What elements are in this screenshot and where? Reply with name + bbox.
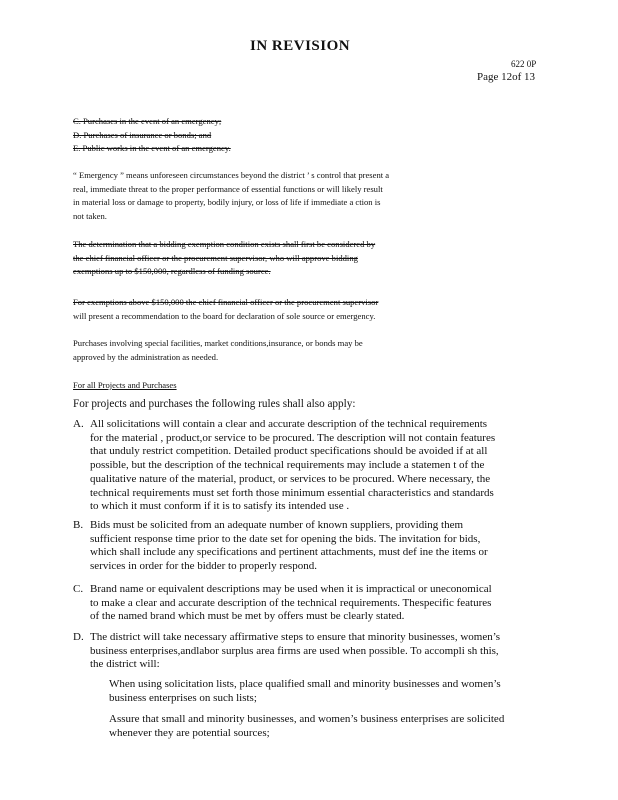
rules-intro: For projects and purchases the following rules shall also apply: bbox=[73, 398, 356, 410]
item-a-line-1: All solicitations will contain a clear and accurate description of the technical requirements bbox=[90, 418, 488, 430]
item-a-line-5: qualitative nature of the material, product, or services to be procured. Where necessary, the bbox=[90, 472, 491, 485]
page-number: Page 12of 13 bbox=[477, 71, 536, 83]
bullet-1-line-2: business enterprises on such lists; bbox=[109, 691, 257, 704]
determination-line-1: The determination that a bidding exemption condition exists shall first be considered by bbox=[73, 239, 376, 249]
bullet-text bbox=[109, 678, 539, 705]
exemptions-line-1: For exemptions above $150,000 the chief financial officer or the procurement supervisor bbox=[73, 297, 379, 307]
policy-code: 622 0P bbox=[511, 59, 537, 69]
item-text bbox=[90, 418, 540, 514]
item-c-line-1: Brand name or equivalent descriptions may be used when it is impractical or uneconomical bbox=[90, 583, 492, 595]
item-label: A. bbox=[73, 418, 84, 430]
exemptions-line-2: will present a recommendation to the board for declaration of sole source or emergency. bbox=[73, 310, 376, 321]
item-a-line-7: to which it must conform if it is to satisfy its intended use . bbox=[90, 500, 350, 513]
item-d-line-3: the district will: bbox=[90, 658, 160, 671]
special-line-1: Purchases involving special facilities, market conditions,insurance, or bonds may be bbox=[73, 338, 363, 348]
emergency-line-2: real, immediate threat to the proper performance of essential functions or will likely result bbox=[73, 183, 383, 194]
emergency-definition bbox=[73, 169, 389, 223]
item-label: D. bbox=[73, 631, 84, 643]
struck-item-c: C. Purchases in the event of an emergency; bbox=[73, 116, 222, 126]
item-b-line-1: Bids must be solicited from an adequate number of known suppliers, providing them bbox=[90, 519, 464, 531]
item-a-line-4: possible, but the description of the technical requirements may include a statemen t of the bbox=[90, 459, 485, 472]
determination-paragraph bbox=[73, 238, 375, 279]
item-label: B. bbox=[73, 519, 84, 531]
item-text bbox=[90, 631, 540, 672]
for-all-heading: For all Projects and Purchases bbox=[73, 380, 177, 390]
item-b-line-3: which shall include any specifications and pertinent attachments, must def ine the items or bbox=[90, 546, 488, 559]
bullet-1-line-1: When using solicitation lists, place qualified small and minority businesses and women’s bbox=[109, 678, 501, 690]
bullet-2-line-1: Assure that small and minority businesses, and women’s business enterprises are solicited bbox=[109, 713, 505, 725]
determination-line-3: exemptions up to $150,000, regardless of funding source. bbox=[73, 266, 271, 276]
item-c-line-2: to make a clear and accurate description of the technical requirements. Thespecific features bbox=[90, 596, 492, 609]
item-a-line-6: technical requirements must set forth those minimum essential characteristics and standards bbox=[90, 486, 494, 499]
item-text bbox=[90, 519, 540, 574]
bullet-text bbox=[109, 713, 539, 740]
special-purchases-paragraph bbox=[73, 337, 363, 364]
struck-item-d: D. Purchases of insurance or bonds; and bbox=[73, 129, 212, 140]
item-b-line-4: services in order for the bidder to properly respond. bbox=[90, 560, 317, 573]
exemptions-above-paragraph bbox=[73, 296, 378, 323]
item-label: C. bbox=[73, 583, 84, 595]
item-a-line-2: for the material , product,or service to be procured. The description will not contain features bbox=[90, 431, 496, 444]
item-text bbox=[90, 583, 540, 624]
emergency-line-3: in material loss or damage to property, bodily injury, or loss of life if immediate a ction is bbox=[73, 197, 381, 207]
item-b-line-2: sufficient response time prior to the date set for opening the bids. The invitation for bids, bbox=[90, 532, 481, 545]
bullet-2-line-2: whenever they are potential sources; bbox=[109, 726, 270, 739]
emergency-line-1: “ Emergency ” means unforeseen circumstances beyond the district ’ s control that present a bbox=[73, 170, 390, 180]
item-a-line-3: that unduly restrict competition. Detailed product specifications should be avoided if at all bbox=[90, 445, 488, 458]
determination-line-2: the chief financial officer or the procurement supervisor, who will approve bidding bbox=[73, 252, 358, 263]
item-d-line-1: The district will take necessary affirmative steps to ensure that minority businesses, women’s bbox=[90, 631, 501, 643]
page-title: IN REVISION bbox=[250, 38, 351, 54]
struck-list bbox=[73, 115, 231, 156]
special-line-2: approved by the administration as needed. bbox=[73, 351, 219, 362]
item-d-line-2: business enterprises,andlabor surplus area firms are used when possible. To accompli sh this, bbox=[90, 644, 499, 657]
item-c-line-3: of the named brand which must be met by offers must be clearly stated. bbox=[90, 610, 405, 623]
struck-item-e: E. Public works in the event of an emergency. bbox=[73, 143, 231, 153]
emergency-line-4: not taken. bbox=[73, 210, 107, 221]
